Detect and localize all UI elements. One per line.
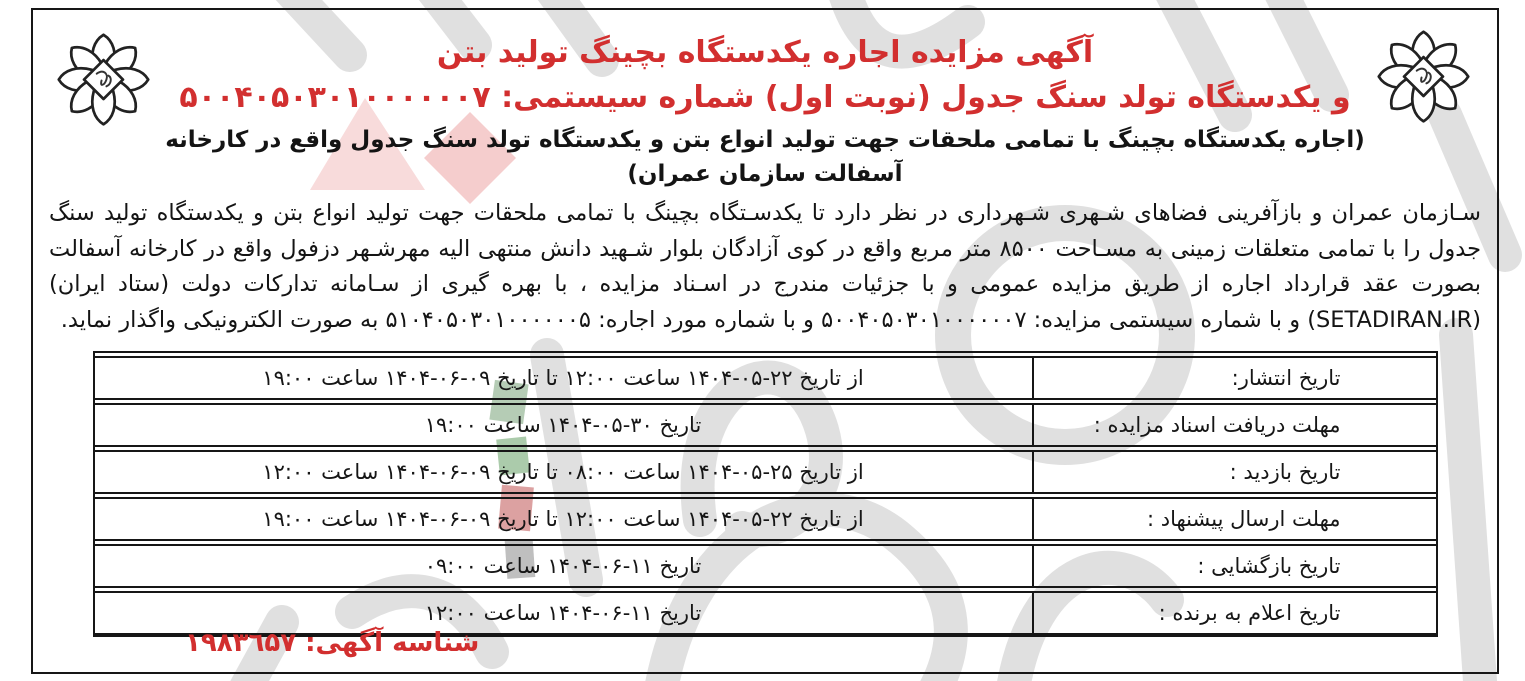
ad-subtitle: (اجاره یکدستگاه بچینگ با تمامی ملحقات جهت تولید انواع بتن و یکدستگاه تولد سنگ جدول واقع در کارخانه آسفالت سازمان عمران) xyxy=(165,127,1365,187)
schedule-label-cell: تاریخ اعلام به برنده : xyxy=(1032,593,1436,633)
schedule-label-cell: تاریخ بازدید : xyxy=(1032,452,1436,492)
schedule-value-cell: تاریخ ۱۱-۰۶-۱۴۰۴ ساعت ۱۲:۰۰ xyxy=(424,601,702,625)
municipality-lotus-logo-right xyxy=(1374,24,1473,131)
ad-body-paragraph: سـازمان عمران و بازآفرینی فضاهای شـهری شـهرداری در نظر دارد تا یکدسـتگاه بچینگ با تمامی ملحقات جهت تولید انواع بتن و یکدستگاه تولید سنگ جدول را با تمامی متعلقات زمینی به مسـاحت ۸۵۰۰ متر مربع واقع در کوی آزادگان بلوار شـهید دانش منتهی الیه مهرشـهر دزفول واقع در کارخانه آسفالت بصورت عقد قرارداد اجاره از طریق مزایده عمومی و با جزئیات مندرج در اسـناد مزایده ، با بهره گیری از سـامانه تدارکات دولت (ستاد ایران)(SETADIRAN.IR) و با شماره سیستمی مزایده: ۵۰۰۴۰۵۰۳۰۱۰۰۰۰۰۰۷ و با شماره مورد اجاره: ۵۱۰۴۰۵۰۳۰۱۰۰۰۰۰۰۵ به صورت الکترونیکی واگذار نماید. xyxy=(49,200,1481,333)
schedule-label-cell: تاریخ بازگشایی : xyxy=(1032,546,1436,586)
ad-header xyxy=(163,30,1367,191)
ad-id-badge: شناسه آگهی: ۱۹۸۳٦۵۷ xyxy=(185,628,480,658)
table-row xyxy=(95,403,1436,447)
schedule-value-cell: از تاریخ ۲۲-۰۵-۱۴۰۴ ساعت ۱۲:۰۰ تا تاریخ ۰۹-۰۶-۱۴۰۴ ساعت ۱۹:۰۰ xyxy=(262,507,864,531)
table-row xyxy=(95,544,1436,588)
schedule-value-cell: از تاریخ ۲۲-۰۵-۱۴۰۴ ساعت ۱۲:۰۰ تا تاریخ ۰۹-۰۶-۱۴۰۴ ساعت ۱۹:۰۰ xyxy=(262,366,864,390)
municipality-lotus-logo-left xyxy=(54,27,153,134)
ad-border-frame xyxy=(31,8,1499,674)
ad-title-line2: و یکدستگاه تولد سنگ جدول (نوبت اول) شماره سیستمی: ۵۰۰۴۰۵۰۳۰۱۰۰۰۰۰۰۷ xyxy=(179,80,1351,115)
schedule-label-cell: مهلت دریافت اسناد مزایده : xyxy=(1032,405,1436,445)
schedule-label-cell: تاریخ انتشار: xyxy=(1032,358,1436,398)
schedule-value-cell: تاریخ ۳۰-۰۵-۱۴۰۴ ساعت ۱۹:۰۰ xyxy=(424,413,702,437)
schedule-value-cell: تاریخ ۱۱-۰۶-۱۴۰۴ ساعت ۰۹:۰۰ xyxy=(424,554,702,578)
table-row xyxy=(95,450,1436,494)
ad-title-line1: آگهی مزایده اجاره یکدستگاه بچینگ تولید بتن xyxy=(436,35,1094,70)
table-row xyxy=(95,356,1436,400)
schedule-value-cell: از تاریخ ۲۵-۰۵-۱۴۰۴ ساعت ۰۸:۰۰ تا تاریخ ۰۹-۰۶-۱۴۰۴ ساعت ۱۲:۰۰ xyxy=(262,460,864,484)
table-row xyxy=(95,497,1436,541)
schedule-table xyxy=(93,351,1438,637)
schedule-label-cell: مهلت ارسال پیشنهاد : xyxy=(1032,499,1436,539)
